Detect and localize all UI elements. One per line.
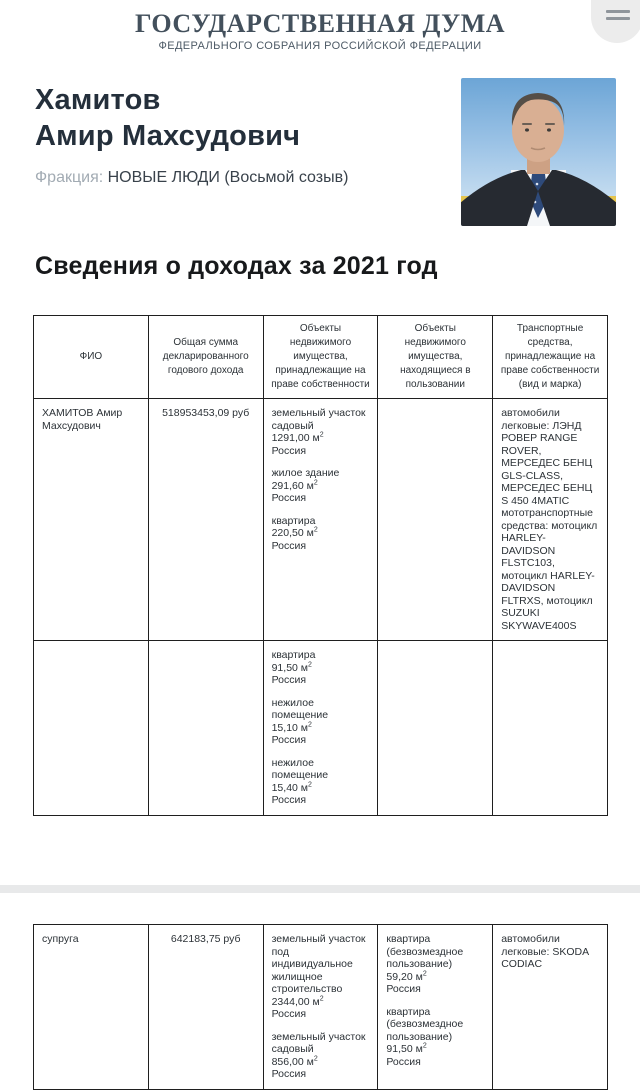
cell-income: 642183,75 руб	[148, 925, 263, 1090]
deputy-photo	[461, 78, 616, 226]
logo-title: ГОСУДАРСТВЕННАЯ ДУМА	[134, 9, 506, 38]
property-area: 59,20 $м^2$	[386, 970, 427, 983]
property-type: нежилое помещение	[271, 696, 329, 721]
income-table-body	[34, 399, 608, 816]
cell-in-use-property	[378, 641, 493, 816]
property-entry	[272, 933, 370, 1021]
cell-owned-property	[263, 641, 378, 816]
property-entry	[386, 1006, 484, 1069]
property-type: земельный участок садовый	[271, 1030, 366, 1055]
property-area: 91,50 $м^2$	[386, 1042, 427, 1055]
cell-vehicles: автомобили легковые: ЛЭНД РОВЕР RANGE ROVER, МЕРСЕДЕС БЕНЦ GLS-CLASS, МЕРСЕДЕС БЕНЦ S 450 4MATIC мототранспортные средства: мотоцикл HARLEY-DAVIDSON FLSTC103, мотоцикл HARLEY-DAVIDSON FLTRXS, мотоцикл SUZUKI SKYWAVE400S	[493, 399, 608, 641]
property-area: 1291,00 $м^2$	[271, 431, 324, 444]
property-type: квартира (безвозмездное пользование)	[386, 1005, 464, 1043]
cell-vehicles	[493, 641, 608, 816]
property-country: Россия	[386, 983, 421, 995]
income-table-main	[33, 315, 608, 816]
header-row	[34, 316, 608, 399]
cell-in-use-property	[378, 399, 493, 641]
cell-in-use-property	[378, 925, 493, 1090]
property-area: 291,60 $м^2$	[271, 479, 318, 492]
cell-income	[148, 641, 263, 816]
logo-subtitle: ФЕДЕРАЛЬНОГО СОБРАНИЯ РОССИЙСКОЙ ФЕДЕРАЦИИ	[158, 40, 482, 52]
property-area: 15,10 $м^2$	[271, 721, 312, 734]
property-entry	[272, 649, 370, 687]
property-type: квартира	[271, 649, 316, 661]
income-table-spouse	[33, 924, 608, 1090]
fraction-label: Фракция:	[35, 169, 104, 186]
page-separator	[0, 885, 640, 893]
property-area: 15,40 $м^2$	[271, 781, 312, 794]
property-area: 220,50 $м^2$	[271, 526, 318, 539]
income-section-title: Сведения о доходах за 2021 год	[35, 252, 438, 280]
property-country: Россия	[271, 492, 307, 504]
cell-fio	[34, 641, 149, 816]
property-country: Россия	[271, 1008, 307, 1020]
column-header: ФИО	[34, 316, 149, 399]
cell-vehicles: автомобили легковые: SKODA CODIAC	[493, 925, 608, 1090]
property-entry	[272, 467, 370, 505]
hamburger-icon	[606, 10, 630, 21]
duma-logo[interactable]	[0, 10, 640, 52]
property-country: Россия	[271, 539, 307, 552]
cell-fio: супруга	[34, 925, 149, 1090]
income-table-spouse-wrap	[33, 924, 608, 1090]
property-country: Россия	[386, 1055, 421, 1068]
column-header: Объекты недвижимого имущества, принадлежащие на праве собственности	[263, 316, 378, 399]
fraction-line	[35, 169, 348, 187]
cell-income: 518953453,09 руб	[148, 399, 263, 641]
property-type: нежилое помещение	[271, 756, 329, 781]
property-type: квартира	[271, 514, 316, 527]
fraction-value: НОВЫЕ ЛЮДИ (Восьмой созыв)	[107, 169, 349, 186]
cell-owned-property	[263, 399, 378, 641]
property-entry	[272, 515, 370, 553]
property-country: Россия	[271, 444, 307, 457]
property-entry	[272, 697, 370, 747]
deputy-last-name: Хамитов	[35, 84, 161, 116]
table-row	[34, 399, 608, 641]
property-type: квартира (безвозмездное пользование)	[386, 933, 464, 970]
property-area: 91,50 $м^2$	[271, 661, 312, 674]
column-header: Транспортные средства, принадлежащие на праве собственности (вид и марка)	[493, 316, 608, 399]
table-row	[34, 925, 608, 1090]
deputy-name	[35, 82, 300, 154]
deputy-portrait-graphic	[461, 78, 616, 226]
cell-owned-property	[263, 925, 378, 1090]
property-type: земельный участок садовый	[271, 407, 366, 432]
property-area: 2344,00 $м^2$	[271, 995, 324, 1008]
property-entry	[272, 757, 370, 807]
table-row	[34, 641, 608, 816]
property-type: жилое здание	[271, 467, 340, 479]
spouse-table-body	[34, 925, 608, 1090]
property-entry	[386, 933, 484, 996]
income-table-header	[34, 316, 608, 399]
property-country: Россия	[271, 1068, 307, 1080]
property-entry	[272, 1031, 370, 1081]
column-header: Общая сумма декларированного годового дохода	[148, 316, 263, 399]
deputy-first-middle-name: Амир Махсудович	[35, 120, 301, 152]
property-country: Россия	[271, 674, 307, 686]
property-area: 856,00 $м^2$	[271, 1055, 318, 1068]
property-country: Россия	[271, 734, 307, 746]
income-table-main-wrap	[33, 315, 608, 816]
property-entry	[272, 407, 370, 457]
property-country: Россия	[271, 794, 307, 806]
cell-fio: ХАМИТОВ Амир Махсудович	[34, 399, 149, 641]
property-type: земельный участок под индивидуальное жилищное строительство	[271, 933, 366, 995]
column-header: Объекты недвижимого имущества, находящиеся в пользовании	[378, 316, 493, 399]
